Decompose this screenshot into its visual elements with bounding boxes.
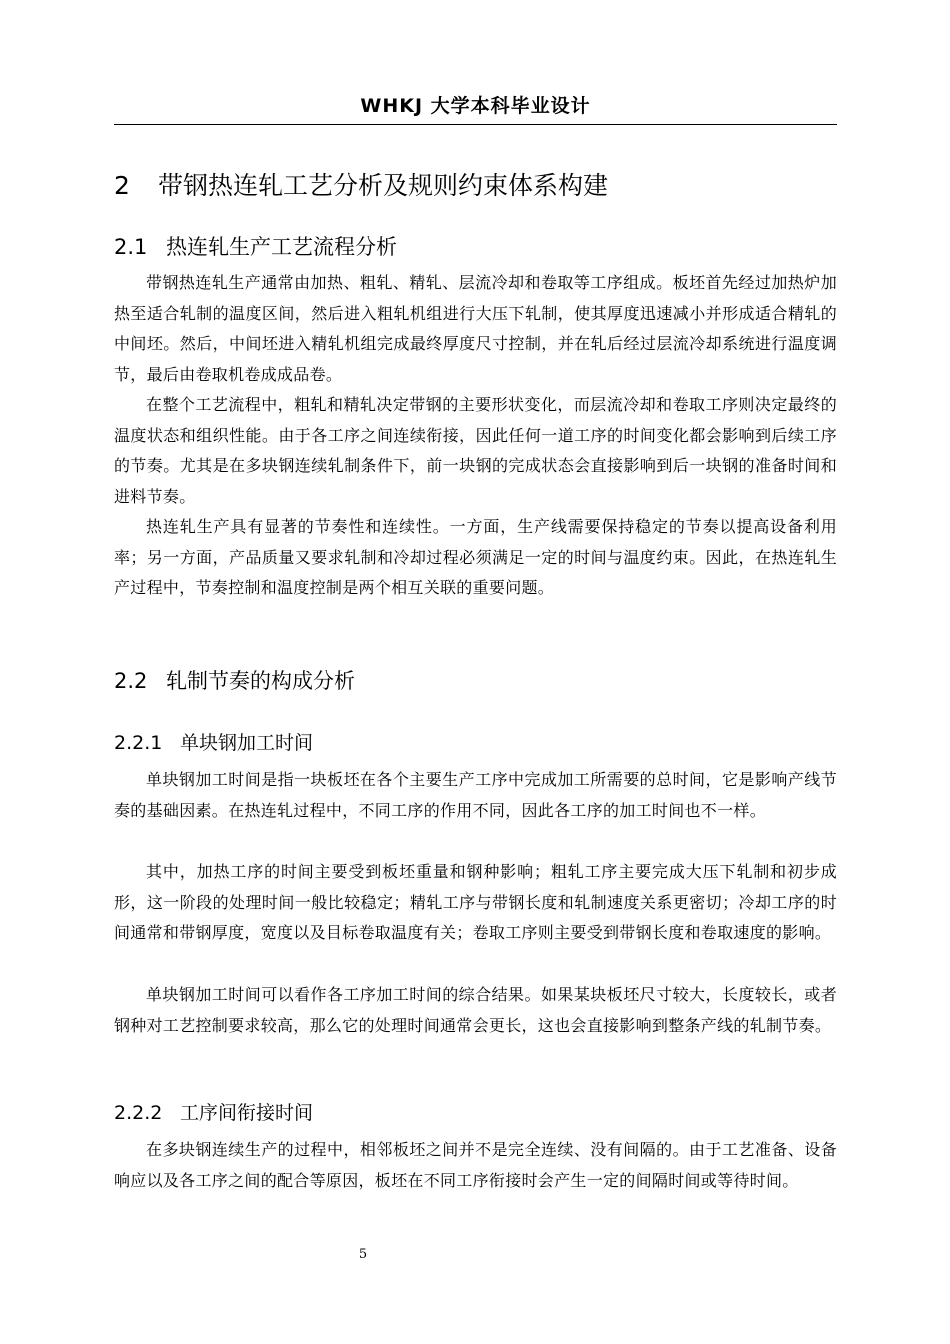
chapter-title: 带钢热连轧工艺分析及规则约束体系构建 bbox=[158, 171, 609, 200]
section-heading-2-1 bbox=[114, 232, 397, 262]
subsection-title: 工序间衔接时间 bbox=[180, 1102, 314, 1124]
paragraph: 其中，加热工序的时间主要受到板坯重量和钢种影响；粗轧工序主要完成大压下轧制和初步成形，这一阶段的处理时间一般比较稳定；精轧工序与带钢长度和轧制速度关系更密切；冷却工序的时间通常和带钢厚度，宽度以及目标卷取温度有关；卷取工序则主要受到带钢长度和卷取速度的影响。 bbox=[114, 862, 837, 942]
section-number: 2.2 bbox=[114, 669, 148, 693]
running-header: WHKJ 大学本科毕业设计 bbox=[360, 95, 591, 117]
subsection-number: 2.2.2 bbox=[114, 1102, 163, 1124]
section-title: 热连轧生产工艺流程分析 bbox=[166, 235, 397, 259]
paragraph: 在整个工艺流程中，粗轧和精轧决定带钢的主要形状变化，而层流冷却和卷取工序则决定最终的温度状态和组织性能。由于各工序之间连续衔接，因此任何一道工序的时间变化都会影响到后续工序的节奏。尤其是在多块钢连续轧制条件下，前一块钢的完成状态会直接影响到后一块钢的准备时间和进料节奏。 bbox=[114, 395, 837, 506]
subsection-number: 2.2.1 bbox=[114, 732, 163, 754]
chapter-number: 2 bbox=[114, 171, 130, 200]
section-number: 2.1 bbox=[114, 235, 148, 259]
paragraph: 带钢热连轧生产通常由加热、粗轧、精轧、层流冷却和卷取等工序组成。板坯首先经过加热炉加热至适合轧制的温度区间，然后进入粗轧机组进行大压下轧制，使其厚度迅速减小并形成适合精轧的中间坯。然后，中间坯进入精轧机组完成最终厚度尺寸控制，并在轧后经过层流冷却系统进行温度调节，最后由卷取机卷成成品卷。 bbox=[114, 273, 837, 384]
header-rule bbox=[114, 124, 837, 125]
paragraph: 热连轧生产具有显著的节奏性和连续性。一方面，生产线需要保持稳定的节奏以提高设备利用率；另一方面，产品质量又要求轧制和冷却过程必须满足一定的时间与温度约束。因此，在热连轧生产过程中，节奏控制和温度控制是两个相互关联的重要问题。 bbox=[114, 517, 837, 597]
paragraph: 单块钢加工时间可以看作各工序加工时间的综合结果。如果某块板坯尺寸较大，长度较长，或者钢种对工艺控制要求较高，那么它的处理时间通常会更长，这也会直接影响到整条产线的轧制节奏。 bbox=[114, 985, 837, 1035]
subsection-heading-2-2-1 bbox=[114, 729, 313, 757]
section-title: 轧制节奏的构成分析 bbox=[166, 669, 355, 693]
paragraph: 在多块钢连续生产的过程中，相邻板坯之间并不是完全连续、没有间隔的。由于工艺准备、设备响应以及各工序之间的配合等原因，板坯在不同工序衔接时会产生一定的间隔时间或等待时间。 bbox=[114, 1140, 837, 1190]
chapter-heading bbox=[114, 168, 608, 204]
paragraph: 单块钢加工时间是指一块板坯在各个主要生产工序中完成加工所需要的总时间，它是影响产线节奏的基础因素。在热连轧过程中，不同工序的作用不同，因此各工序的加工时间也不一样。 bbox=[114, 770, 837, 820]
subsection-heading-2-2-2 bbox=[114, 1099, 313, 1127]
section-heading-2-2 bbox=[114, 666, 355, 696]
subsection-title: 单块钢加工时间 bbox=[180, 732, 314, 754]
page-number: 5 bbox=[358, 1247, 368, 1262]
